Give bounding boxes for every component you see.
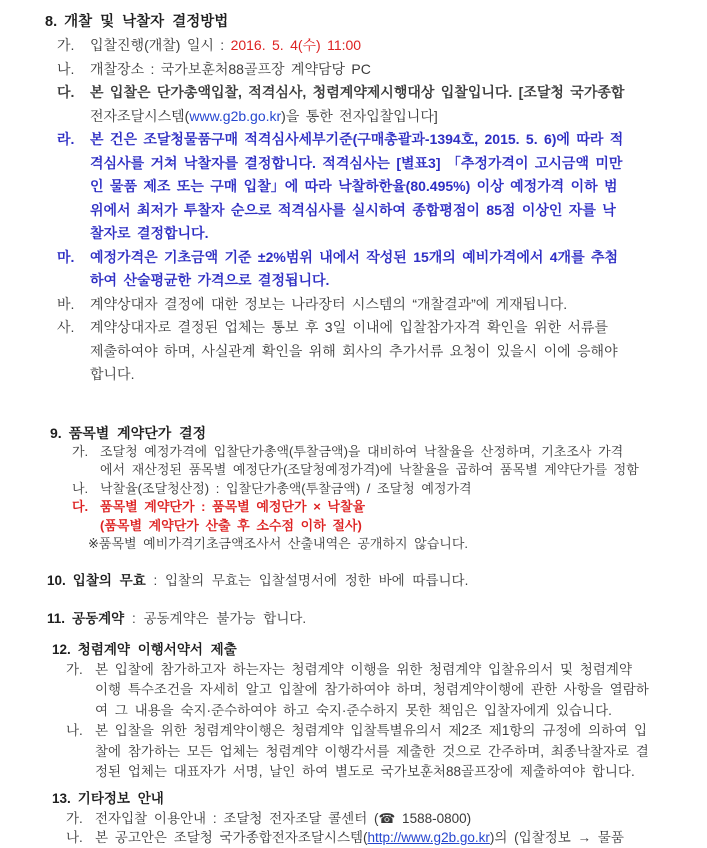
section-text: : 입찰의 무효는 입찰설명서에 정한 바에 따릅니다. bbox=[145, 572, 469, 588]
text-line bbox=[88, 535, 468, 554]
item-label: 나. bbox=[66, 830, 83, 845]
item-label: 가. bbox=[66, 810, 83, 826]
text-segment: 본 건은 조달청물품구매 적격심사세부기준(구매총괄과-1394호, 2015. 5. 6)에 따라 적 bbox=[90, 131, 624, 147]
text-segment: 위에서 최저가 투찰자 순으로 적격심사를 실시하여 종합평점이 85점 이상인 자를 낙 bbox=[90, 201, 616, 218]
item-content bbox=[90, 58, 371, 82]
list-item-라 bbox=[57, 128, 707, 246]
section-12-integrity-pledge bbox=[0, 639, 707, 783]
section-title: 청렴계약 이행서약서 제출 bbox=[77, 641, 237, 657]
text-line bbox=[100, 461, 639, 480]
text-line bbox=[95, 762, 649, 783]
section-9-unit-price-decision-heading bbox=[50, 423, 707, 443]
section-title: 품목별 계약단가 결정 bbox=[68, 424, 207, 441]
text-line bbox=[95, 701, 649, 722]
text-segment: 제출하여야 하며, 사실관계 확인을 위해 회사의 추가서류 요청이 있을시 이에 응해야 bbox=[90, 342, 618, 359]
text-line bbox=[95, 680, 649, 701]
item-label: 가. bbox=[72, 443, 89, 459]
section-title: 기타정보 안내 bbox=[77, 790, 164, 806]
section-number: 11. bbox=[47, 610, 66, 626]
item-content bbox=[95, 660, 649, 722]
text-segment: 예정가격은 기초금액 기준 ±2%범위 내에서 작성된 15개의 예비가격에서 4개를 추첨 bbox=[90, 248, 619, 265]
text-line bbox=[90, 222, 623, 246]
section-title: 입찰의 무효 bbox=[72, 572, 146, 588]
text-segment: 전자입찰 이용안내 : 조달청 전자조달 콜센터 (☎ 1588-0800) bbox=[95, 810, 472, 826]
text-segment: 본 입찰에 참가하고자 하는자는 청렴계약 이행을 위한 청렴계약 입찰유의서 및 청렴계약 bbox=[95, 661, 632, 677]
list-item-가 bbox=[57, 34, 707, 58]
text-line bbox=[95, 742, 649, 763]
item-label: 마. bbox=[57, 248, 75, 265]
text-segment: 이행 특수조건을 자세히 알고 입찰에 참가하여야 하며, 청렴계약이행에 관한 사항을 열람하 bbox=[95, 682, 649, 697]
text-segment: 에서 재산정된 품목별 예정단가(조달청예정가격)에 낙찰율을 곱하여 품목별 계약단가를 정함 bbox=[100, 462, 639, 477]
text-line bbox=[90, 246, 618, 270]
section-number: 13. bbox=[52, 790, 71, 806]
item-content bbox=[90, 81, 624, 128]
item-content bbox=[90, 316, 618, 387]
section-12-integrity-pledge-heading bbox=[52, 639, 707, 660]
list-item-다 bbox=[72, 498, 707, 535]
text-segment: 계약상대자 결정에 대한 정보는 나라장터 시스템의 “개찰결과”에 게재됩니다. bbox=[90, 295, 568, 312]
text-line bbox=[100, 517, 365, 536]
text-line bbox=[90, 81, 624, 105]
g2b-url: www.g2b.go.kr bbox=[189, 107, 282, 124]
text-line bbox=[100, 443, 639, 462]
text-segment: 본 입찰은 단가총액입찰, 적격심사, 청렴계약제시행대상 입찰입니다. [조달청 국가종합 bbox=[90, 84, 625, 100]
text-segment: 낙찰율(조달청산정) : 입찰단가총액(투찰금액) / 조달청 예정가격 bbox=[100, 480, 472, 496]
section-title: 개찰 및 낙찰자 결정방법 bbox=[64, 14, 229, 30]
list-item-나 bbox=[57, 58, 707, 82]
text-segment: )의 (입찰정보 → 물품 bbox=[489, 830, 624, 845]
text-line bbox=[95, 721, 649, 742]
item-label: 바. bbox=[57, 295, 75, 312]
section-13-other-info-heading bbox=[52, 789, 707, 809]
list-item-가 bbox=[66, 660, 707, 722]
list-item-가 bbox=[66, 809, 707, 829]
text-segment: 여 그 내용을 숙지·준수하여야 하고 숙지·준수하지 못한 책임은 입찰자에게 있습니다. bbox=[95, 702, 612, 718]
item-content bbox=[90, 128, 623, 246]
item-content bbox=[95, 809, 471, 829]
section-8-opening-method bbox=[0, 10, 707, 387]
list-item-나 bbox=[66, 721, 707, 783]
section-number: 12. bbox=[52, 641, 71, 657]
text-line bbox=[90, 316, 618, 340]
item-label: 라. bbox=[57, 131, 75, 147]
text-segment: 본 공고안은 조달청 국가종합전자조달시스템( bbox=[95, 830, 368, 845]
list-item-마 bbox=[57, 246, 707, 293]
section-10-invalid-bid-heading bbox=[47, 570, 707, 591]
item-content bbox=[90, 246, 618, 293]
item-content bbox=[88, 535, 468, 554]
text-line bbox=[90, 293, 567, 317]
item-label: 나. bbox=[57, 60, 75, 77]
section-8-opening-method-heading bbox=[45, 10, 707, 34]
text-line bbox=[95, 828, 624, 848]
text-line bbox=[90, 340, 618, 364]
note-item bbox=[88, 535, 707, 554]
text-segment: 격심사를 거쳐 낙찰자를 결정합니다. 적격심사는 [별표3] 「추정가격이 고시금액 미만 bbox=[90, 154, 623, 171]
item-label: 가. bbox=[57, 37, 75, 53]
item-label: 나. bbox=[66, 723, 83, 738]
list-item-다 bbox=[57, 81, 707, 128]
section-number: 10. bbox=[47, 572, 66, 588]
text-line bbox=[90, 175, 623, 199]
section-10-invalid-bid bbox=[0, 570, 707, 591]
section-number: 9. bbox=[50, 424, 62, 441]
section-9-unit-price-decision bbox=[0, 423, 707, 554]
section-11-joint-contract bbox=[0, 608, 707, 629]
item-content bbox=[95, 721, 649, 783]
bid-opening-datetime: 2016. 5. 4(수) 11:00 bbox=[230, 37, 362, 53]
item-content bbox=[100, 498, 365, 535]
item-content bbox=[90, 293, 567, 317]
item-label: 사. bbox=[57, 319, 75, 335]
g2b-link[interactable]: http://www.g2b.go.kr bbox=[367, 830, 490, 845]
item-label: 다. bbox=[72, 499, 89, 514]
text-line bbox=[100, 498, 365, 517]
list-item-나 bbox=[66, 828, 707, 848]
text-segment: 하여 산술평균한 가격으로 결정됩니다. bbox=[90, 272, 330, 288]
text-segment: 합니다. bbox=[90, 366, 135, 382]
section-text: : 공동계약은 불가능 합니다. bbox=[124, 610, 307, 626]
text-segment: 개찰장소 : 국가보훈처88골프장 계약담당 PC bbox=[90, 60, 371, 77]
list-item-나 bbox=[72, 480, 707, 499]
text-segment: 품목별 계약단가 : 품목별 예정단가 × 낙찰율 bbox=[100, 499, 366, 514]
text-segment: (품목별 계약단가 산출 후 소수점 이하 절사) bbox=[100, 517, 362, 533]
item-content bbox=[90, 34, 361, 58]
text-segment: 전자조달시스템( bbox=[90, 107, 190, 124]
text-segment: 입찰진행(개찰) 일시 : bbox=[90, 37, 231, 53]
text-segment: 찰자로 결정합니다. bbox=[90, 225, 209, 241]
text-line bbox=[95, 809, 471, 829]
text-segment: 찰에 참가하는 모든 업체는 청렴계약 이행각서를 제출한 것으로 간주하며, 최종낙찰자로 결 bbox=[95, 743, 649, 759]
text-line bbox=[90, 58, 371, 82]
text-line bbox=[100, 480, 472, 499]
section-13-other-info bbox=[0, 789, 707, 848]
list-item-바 bbox=[57, 293, 707, 317]
text-segment: 본 입찰을 위한 청렴계약이행은 청렴계약 입찰특별유의서 제2조 제1항의 규정에 의하여 입 bbox=[95, 723, 647, 738]
text-line bbox=[90, 269, 618, 293]
text-segment: ※품목별 예비가격기초금액조사서 산출내역은 공개하지 않습니다. bbox=[88, 536, 469, 551]
text-segment: 정된 업체는 대표자가 서명, 날인 하여 별도로 국가보훈처88골프장에 제출하여야 합니다. bbox=[95, 764, 635, 779]
text-line bbox=[90, 199, 623, 223]
section-title: 공동계약 bbox=[72, 610, 125, 626]
text-segment: 계약상대자로 결정된 업체는 통보 후 3일 이내에 입찰참가자격 확인을 위한 서류를 bbox=[90, 319, 608, 335]
section-11-joint-contract-heading bbox=[47, 608, 707, 629]
text-line bbox=[90, 363, 618, 387]
text-segment: 조달청 예정가격에 입찰단가총액(투찰금액)을 대비하여 낙찰율을 산정하며, 기초조사 가격 bbox=[100, 443, 624, 459]
item-label: 가. bbox=[66, 661, 83, 677]
text-line bbox=[95, 660, 649, 681]
item-content bbox=[100, 443, 639, 480]
text-line bbox=[90, 128, 623, 152]
text-line bbox=[90, 105, 624, 129]
list-item-사 bbox=[57, 316, 707, 387]
text-line bbox=[90, 34, 361, 58]
item-label: 다. bbox=[57, 84, 75, 100]
item-content bbox=[95, 828, 624, 848]
text-segment: 인 물품 제조 또는 구매 입찰」에 따라 낙찰하한율(80.495%) 이상 예정가격 이하 범 bbox=[90, 178, 618, 194]
section-number: 8. bbox=[45, 14, 58, 30]
text-line bbox=[90, 152, 623, 176]
item-label: 나. bbox=[72, 480, 89, 496]
list-item-가 bbox=[72, 443, 707, 480]
item-content bbox=[100, 480, 472, 499]
text-segment: )을 통한 전자입찰입니다] bbox=[281, 107, 438, 124]
